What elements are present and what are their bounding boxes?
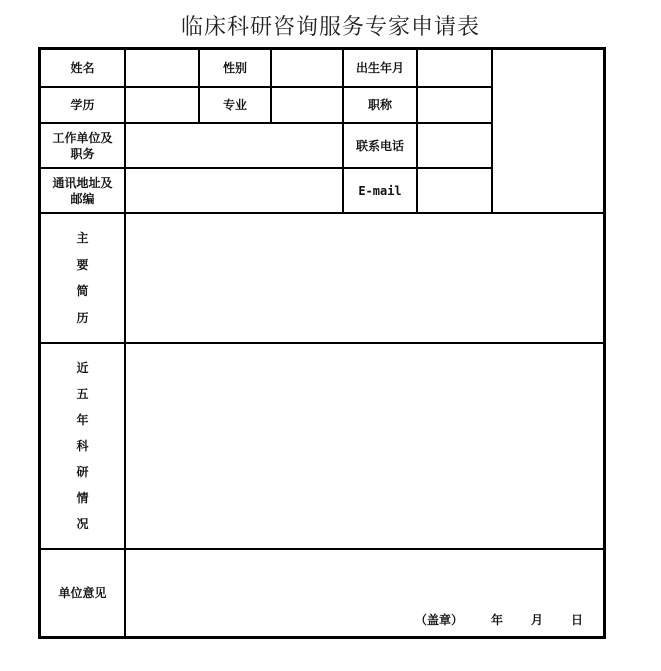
phone-field[interactable] [417,123,492,168]
resume-label-char: 简 [76,284,89,299]
birth-label: 出生年月 [343,49,417,87]
education-field[interactable] [125,87,199,123]
email-label: E-mail [343,168,417,213]
research-label-char: 况 [76,517,89,531]
research-label-char: 科 [76,439,89,453]
gender-label: 性别 [199,49,271,87]
resume-label-char: 历 [76,310,89,325]
application-form-table [38,47,606,639]
research-field[interactable] [125,343,604,549]
research-label-char: 年 [76,413,89,427]
resume-label [40,213,125,343]
resume-label-char: 要 [76,257,89,272]
resume-field[interactable] [125,213,604,343]
stamp-label: （盖章） [414,613,463,627]
birth-field[interactable] [417,49,492,87]
name-field[interactable] [125,49,199,87]
research-label [40,343,125,549]
phone-label: 联系电话 [343,123,417,168]
major-field[interactable] [271,87,343,123]
year-label: 年 [490,613,503,627]
day-label: 日 [570,613,583,627]
research-label-char: 五 [76,387,89,401]
workplace-label: 工作单位及职务 [40,123,125,168]
education-label: 学历 [40,87,125,123]
unit-opinion-label: 单位意见 [40,549,125,637]
email-field[interactable] [417,168,492,213]
research-label-char: 情 [76,491,89,505]
month-label: 月 [530,613,543,627]
form-title: 临床科研咨询服务专家申请表 [180,15,480,40]
stamp-date-line [415,612,583,628]
research-label-char: 近 [76,361,89,375]
unit-opinion-field[interactable] [125,549,604,637]
address-label: 通讯地址及邮编 [40,168,125,213]
professional-title-label: 职称 [343,87,417,123]
name-label: 姓名 [40,49,125,87]
photo-box[interactable] [492,49,604,213]
major-label: 专业 [199,87,271,123]
professional-title-field[interactable] [417,87,492,123]
gender-field[interactable] [271,49,343,87]
address-field[interactable] [125,168,343,213]
resume-label-char: 主 [76,231,89,246]
research-label-char: 研 [76,465,89,479]
workplace-field[interactable] [125,123,343,168]
